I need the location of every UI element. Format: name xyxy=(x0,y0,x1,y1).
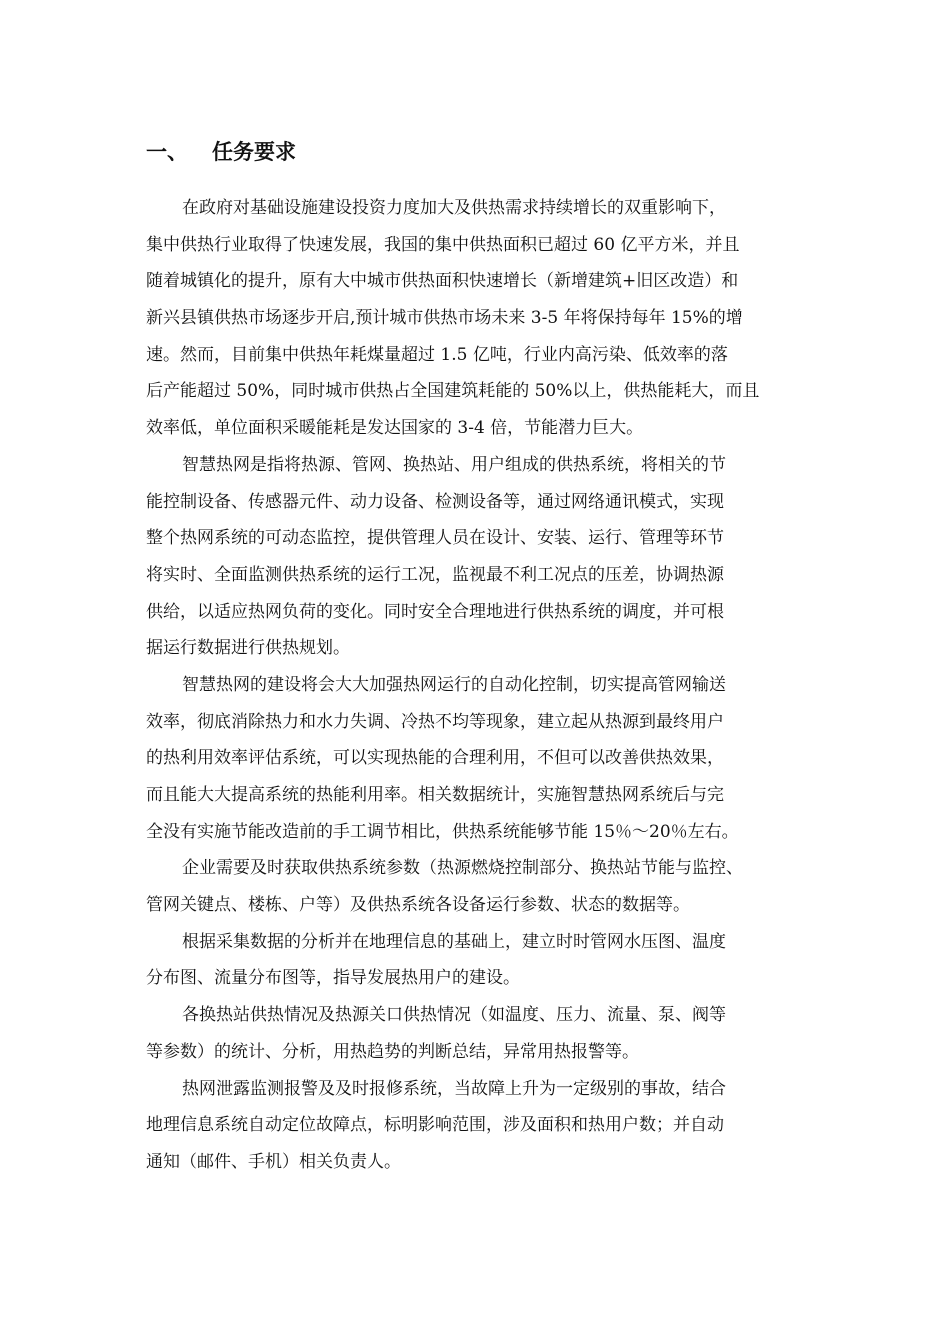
paragraph xyxy=(146,190,810,447)
paragraph-line: 整个热网系统的可动态监控，提供管理人员在设计、安装、运行、管理等环节 xyxy=(146,528,724,549)
paragraph-line: 供给，以适应热网负荷的变化。同时安全合理地进行供热系统的调度，并可根 xyxy=(146,601,724,622)
paragraph-line: 的热利用效率评估系统，可以实现热能的合理利用，不但可以改善供热效果， xyxy=(146,748,724,769)
paragraph-line: 据运行数据进行供热规划。 xyxy=(146,638,350,659)
paragraph-line: 管网关键点、楼栋、户等）及供热系统各设备运行参数、状态的数据等。 xyxy=(146,895,690,916)
paragraph-line: 智慧热网的建设将会大大加强热网运行的自动化控制，切实提高管网输送 xyxy=(182,674,726,695)
paragraph-line: 智慧热网是指将热源、管网、换热站、用户组成的供热系统，将相关的节 xyxy=(182,454,726,475)
paragraph-line: 等参数）的统计、分析，用热趋势的判断总结，异常用热报警等。 xyxy=(146,1041,639,1062)
paragraph xyxy=(146,924,810,997)
paragraph-line: 将实时、全面监测供热系统的运行工况，监视最不利工况点的压差，协调热源 xyxy=(146,564,724,585)
paragraph-line: 新兴县镇供热市场逐步开启,预计城市供热市场未来 3-5 年将保持每年 15%的增 xyxy=(146,308,743,329)
paragraph-line: 企业需要及时获取供热系统参数（热源燃烧控制部分、换热站节能与监控、 xyxy=(182,858,743,879)
paragraph-line: 效率，彻底消除热力和水力失调、冷热不均等现象，建立起从热源到最终用户 xyxy=(146,711,724,732)
paragraph-line: 集中供热行业取得了快速发展，我国的集中供热面积已超过 60 亿平方米，并且 xyxy=(146,234,740,255)
paragraph-line: 效率低，单位面积采暖能耗是发达国家的 3-4 倍，节能潜力巨大。 xyxy=(146,418,644,439)
paragraph-line: 能控制设备、传感器元件、动力设备、检测设备等，通过网络通讯模式，实现 xyxy=(146,491,724,512)
paragraph xyxy=(146,667,810,850)
paragraph-line: 全没有实施节能改造前的手工调节相比，供热系统能够节能 15％～20％左右。 xyxy=(146,821,739,842)
paragraph-line: 分布图、流量分布图等，指导发展热用户的建设。 xyxy=(146,968,520,989)
paragraph-line: 后产能超过 50%，同时城市供热占全国建筑耗能的 50%以上，供热能耗大，而且 xyxy=(146,381,760,402)
body-text xyxy=(146,190,810,1181)
section-title: 任务要求 xyxy=(212,140,296,164)
paragraph-line: 通知（邮件、手机）相关负责人。 xyxy=(146,1151,401,1172)
paragraph-line: 热网泄露监测报警及及时报修系统，当故障上升为一定级别的事故，结合 xyxy=(182,1078,726,1099)
section-heading xyxy=(146,136,296,168)
paragraph-line: 根据采集数据的分析并在地理信息的基础上，建立时时管网水压图、温度 xyxy=(182,931,726,952)
paragraph xyxy=(146,997,810,1070)
paragraph-line: 地理信息系统自动定位故障点，标明影响范围，涉及面积和热用户数；并自动 xyxy=(146,1115,724,1136)
paragraph xyxy=(146,447,810,667)
paragraph-line: 各换热站供热情况及热源关口供热情况（如温度、压力、流量、泵、阀等 xyxy=(182,1005,726,1026)
section-number: 一、 xyxy=(146,140,188,164)
paragraph-line: 而且能大大提高系统的热能利用率。相关数据统计，实施智慧热网系统后与完 xyxy=(146,785,724,805)
paragraph-line: 速。然而，目前集中供热年耗煤量超过 1.5 亿吨，行业内高污染、低效率的落 xyxy=(146,344,728,365)
paragraph xyxy=(146,850,810,923)
paragraph-line: 在政府对基础设施建设投资力度加大及供热需求持续增长的双重影响下， xyxy=(182,198,726,218)
paragraph xyxy=(146,1071,810,1181)
paragraph-line: 随着城镇化的提升，原有大中城市供热面积快速增长（新增建筑+旧区改造）和 xyxy=(146,271,739,292)
